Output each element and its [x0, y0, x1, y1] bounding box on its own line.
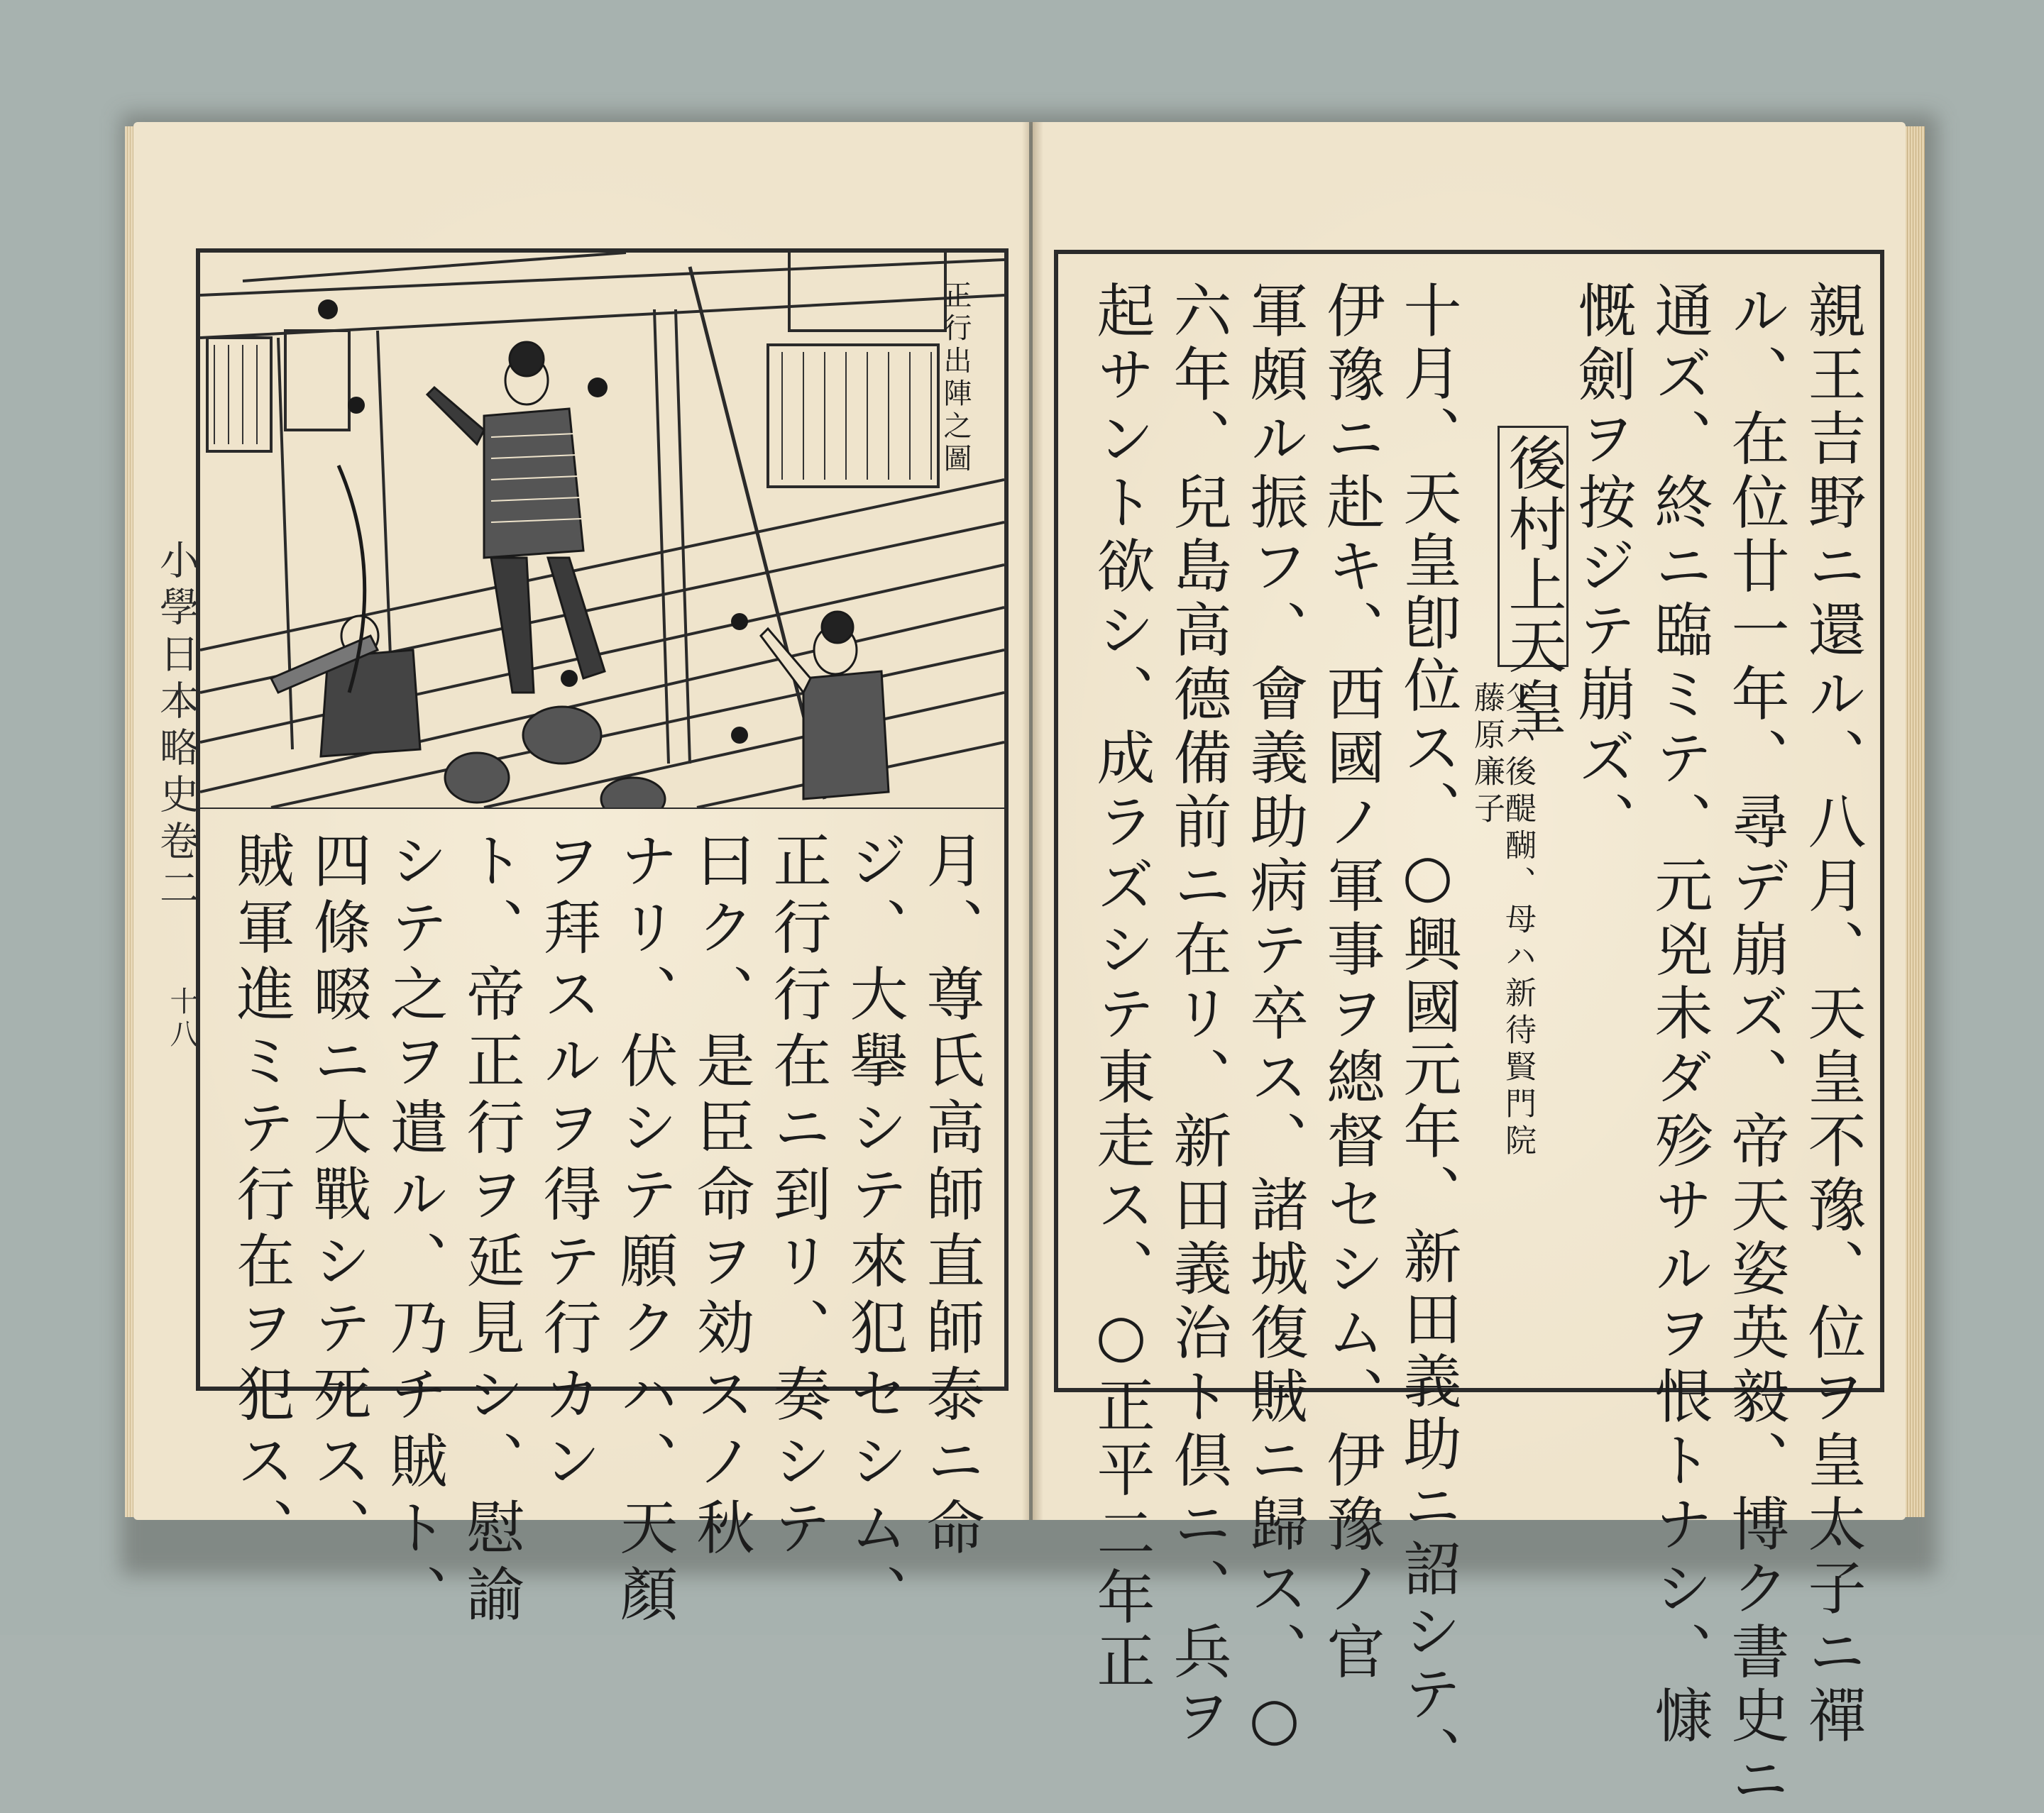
right-text-column: 通ズ、終ニ臨ミテ、元兇未ダ殄サルヲ恨トナシ、慷: [1645, 280, 1713, 1749]
left-text-column: 曰ク、是臣命ヲ効スノ秋: [687, 830, 754, 1564]
right-text-column: 慨劍ヲ按ジテ崩ズ、: [1568, 280, 1636, 855]
left-text-column: ジ、大擧シテ來犯セシム、: [840, 830, 908, 1631]
left-text-column: 正行行在ニ到リ、奏シテ: [764, 830, 831, 1564]
right-text-column: 六年、兒島高德備前ニ在リ、新田義治ト倶ニ、兵ヲ: [1164, 280, 1231, 1749]
right-text-column: 伊豫ニ赴キ、西國ノ軍事ヲ總督セシム、伊豫ノ官: [1317, 280, 1385, 1685]
illustration: [200, 253, 1004, 808]
left-text-column: 賊軍進ミテ行在ヲ犯ス、: [227, 830, 295, 1564]
left-text-column: ナリ、伏シテ願クハ、天顏: [610, 830, 678, 1631]
page-number: 十八: [165, 986, 198, 1052]
book-gutter: [1022, 122, 1043, 1520]
right-text-column: ル、在位廿一年、尋デ崩ズ、帝天姿英毅、博ク書史ニ: [1722, 280, 1789, 1813]
left-text-column: シテ之ヲ遣ル、乃チ賊ト、: [380, 830, 448, 1631]
left-text-column: 月、尊氏高師直師泰ニ命: [917, 830, 984, 1564]
left-text-column: ト、帝正行ヲ延見シ、慰諭: [457, 830, 524, 1631]
spine-title: 小學日本略史卷二: [153, 539, 199, 914]
left-text-column: ヲ拜スルヲ得テ行カン: [534, 830, 601, 1497]
right-text-column: 起サント欲シ、成ラズシテ東走ス、○正平二年正: [1087, 280, 1155, 1694]
right-text-column: 親王吉野ニ還ル、八月、天皇不豫、位ヲ皇太子ニ禪: [1798, 280, 1866, 1749]
illustration-caption: 正行出陣之圖: [939, 280, 972, 476]
samurai-illustration-icon: [200, 253, 1004, 808]
right-text-column: 軍頗ル振フ、會義助病テ卒ス、諸城復賊ニ歸ス、○: [1241, 280, 1308, 1758]
right-text-column: 十月、天皇卽位ス、○興國元年、新田義助ニ詔シテ、: [1394, 280, 1461, 1788]
emperor-heading: 後村上天皇: [1499, 433, 1566, 738]
emperor-parentage-note: 父ハ後醍醐、母ハ新待賢門院藤原廉子: [1468, 681, 1536, 1161]
left-text-column: 四條畷ニ大戰シテ死ス、: [304, 830, 371, 1564]
